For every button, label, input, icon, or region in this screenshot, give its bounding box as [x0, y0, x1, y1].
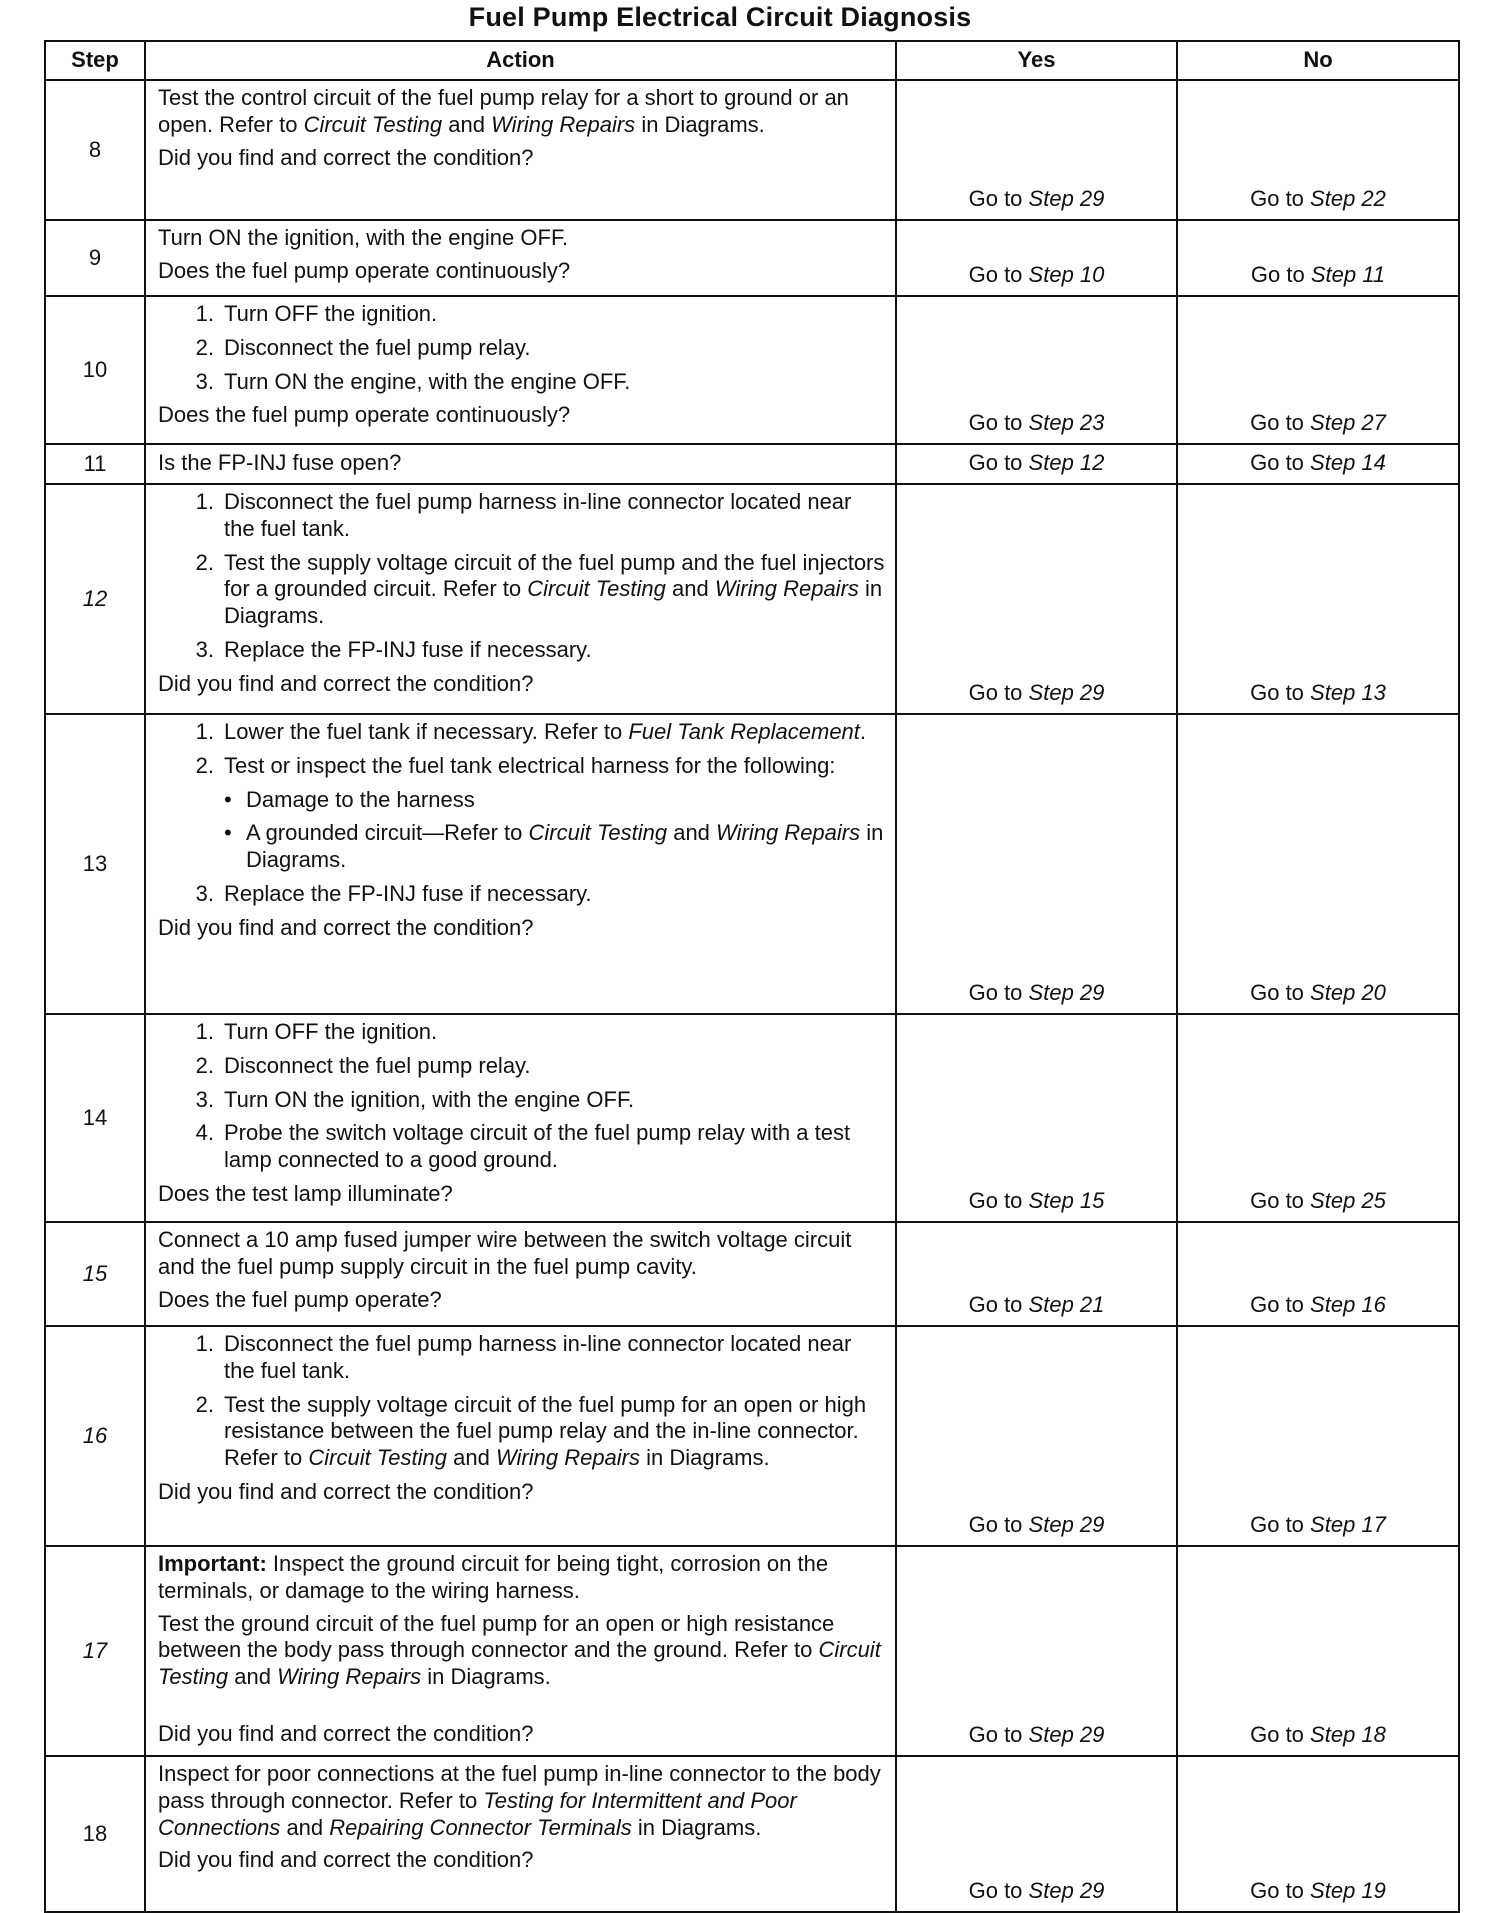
diagnosis-table [44, 40, 1460, 1913]
bullet-item: • A grounded circuit—Refer to Circuit Testing and Wiring Repairs in Diagrams. [224, 820, 884, 873]
action-cell [145, 1222, 896, 1326]
go-to-no[interactable]: Go to Step 16 [1250, 1292, 1386, 1318]
go-to-no[interactable]: Go to Step 22 [1250, 186, 1386, 212]
question-text: Does the test lamp illuminate? [158, 1181, 453, 1207]
list-item: 3. Turn ON the ignition, with the engine OFF. [195, 1086, 635, 1112]
question-text: Did you find and correct the condition? [158, 144, 534, 170]
list-item: 3. Turn ON the engine, with the engine OFF. [195, 368, 631, 394]
go-to-no[interactable]: Go to Step 27 [1250, 410, 1386, 436]
document-title: Fuel Pump Electrical Circuit Diagnosis [468, 2, 972, 32]
table-row [45, 484, 1459, 714]
action-cell [145, 80, 896, 220]
go-to-yes[interactable]: Go to Step 29 [968, 186, 1105, 212]
question-text: Did you find and correct the condition? [158, 670, 534, 696]
yes-cell [896, 296, 1177, 444]
header-yes: Yes [896, 41, 1177, 80]
yes-cell [896, 484, 1177, 714]
table-row [45, 714, 1459, 1014]
go-to-yes[interactable]: Go to Step 29 [968, 1512, 1105, 1538]
yes-cell [896, 714, 1177, 1014]
step-number: 8 [45, 80, 145, 220]
question-text: Is the FP-INJ fuse open? [158, 449, 402, 475]
question-text: Did you find and correct the condition? [158, 1847, 534, 1873]
no-cell [1177, 1014, 1459, 1222]
list-item: 4. Probe the switch voltage circuit of the fuel pump relay with a test lamp connected to a good ground. [195, 1120, 851, 1173]
list-item: 2. Test or inspect the fuel tank electrical harness for the following: [195, 752, 836, 778]
question-text: Does the fuel pump operate continuously? [158, 402, 571, 428]
bullet-item: • Damage to the harness [224, 786, 475, 812]
list-item: 1. Turn OFF the ignition. [195, 1019, 438, 1044]
go-to-no[interactable]: Go to Step 11 [1250, 262, 1386, 288]
table-row [45, 80, 1459, 220]
header-step: Step [45, 41, 145, 80]
go-to-yes[interactable]: Go to Step 29 [968, 680, 1105, 706]
header-no: No [1177, 41, 1459, 80]
step-number: 14 [45, 1014, 145, 1222]
action-cell [145, 714, 896, 1014]
go-to-no[interactable]: Go to Step 20 [1250, 980, 1386, 1006]
question-text: Did you find and correct the condition? [158, 1721, 534, 1747]
step-number: 15 [45, 1222, 145, 1326]
list-item: 1. Disconnect the fuel pump harness in-line connector located near the fuel tank. [195, 1331, 852, 1383]
go-to-no[interactable]: Go to Step 18 [1250, 1722, 1386, 1748]
list-item: 2. Test the supply voltage circuit of the fuel pump and the fuel injectors for a grounded circuit. Refer to Circuit Testing and Wiring Repairs in Diagrams. [195, 549, 885, 629]
action-cell [145, 1756, 896, 1912]
no-cell [1177, 484, 1459, 714]
go-to-no[interactable]: Go to Step 25 [1250, 1188, 1386, 1214]
yes-cell [896, 1222, 1177, 1326]
table-header-row [45, 41, 1459, 80]
go-to-yes[interactable]: Go to Step 12 [968, 449, 1105, 475]
go-to-yes[interactable]: Go to Step 23 [968, 410, 1105, 436]
go-to-yes[interactable]: Go to Step 15 [968, 1188, 1105, 1214]
table-row [45, 1546, 1459, 1756]
action-text: Inspect for poor connections at the fuel pump in-line connector to the body pass through connector. Refer to Testing for Intermittent and Poor Connections and Repairing Connector Terminals in Diagrams. [158, 1761, 881, 1840]
yes-cell [896, 1014, 1177, 1222]
important-note: Important: Inspect the ground circuit for being tight, corrosion on the terminals, or damage to the wiring harness. [158, 1551, 829, 1603]
list-item: 1. Lower the fuel tank if necessary. Refer to Fuel Tank Replacement. [195, 719, 867, 744]
header-action: Action [145, 41, 896, 80]
step-number: 12 [45, 484, 145, 714]
question-text: Did you find and correct the condition? [158, 914, 534, 940]
question-text: Does the fuel pump operate? [158, 1286, 442, 1312]
step-number: 11 [45, 444, 145, 484]
no-cell [1177, 1546, 1459, 1756]
step-number: 18 [45, 1756, 145, 1912]
step-number: 16 [45, 1326, 145, 1546]
go-to-yes[interactable]: Go to Step 29 [968, 1878, 1105, 1904]
action-text: Turn ON the ignition, with the engine OFF. [158, 225, 569, 250]
no-cell [1177, 220, 1459, 296]
table-row [45, 1014, 1459, 1222]
yes-cell [896, 1326, 1177, 1546]
action-cell [145, 296, 896, 444]
go-to-no[interactable]: Go to Step 13 [1250, 680, 1386, 706]
action-cell [145, 1326, 896, 1546]
go-to-yes[interactable]: Go to Step 10 [968, 262, 1105, 288]
step-number: 17 [45, 1546, 145, 1756]
action-cell [145, 1014, 896, 1222]
go-to-yes[interactable]: Go to Step 29 [968, 980, 1105, 1006]
list-item: 3. Replace the FP-INJ fuse if necessary. [195, 637, 592, 663]
no-cell [1177, 444, 1459, 484]
list-item: 1. Turn OFF the ignition. [195, 301, 438, 326]
table-row [45, 1756, 1459, 1912]
list-item: 1. Disconnect the fuel pump harness in-line connector located near the fuel tank. [195, 489, 852, 541]
action-cell [145, 444, 896, 484]
table-row [45, 444, 1459, 484]
question-text: Does the fuel pump operate continuously? [158, 257, 571, 283]
no-cell [1177, 1326, 1459, 1546]
action-text: Test the ground circuit of the fuel pump for an open or high resistance between the body pass through connector and the ground. Refer to Circuit Testing and Wiring Repairs in Diagrams. [158, 1610, 881, 1690]
yes-cell [896, 1756, 1177, 1912]
go-to-yes[interactable]: Go to Step 21 [968, 1292, 1105, 1318]
list-item: 2. Disconnect the fuel pump relay. [195, 334, 531, 360]
list-item: 3. Replace the FP-INJ fuse if necessary. [195, 881, 592, 907]
action-text: Test the control circuit of the fuel pump relay for a short to ground or an open. Refer to Circuit Testing and Wiring Repairs in Diagrams. [158, 85, 849, 137]
go-to-yes[interactable]: Go to Step 29 [968, 1722, 1105, 1748]
no-cell [1177, 714, 1459, 1014]
list-item: 2. Test the supply voltage circuit of the fuel pump for an open or high resistance between the fuel pump relay and the in-line connector. Refer to Circuit Testing and Wiring Repairs in Diagrams. [195, 1391, 867, 1471]
step-number: 10 [45, 296, 145, 444]
no-cell [1177, 80, 1459, 220]
go-to-no[interactable]: Go to Step 14 [1250, 449, 1386, 475]
step-number: 13 [45, 714, 145, 1014]
list-item: 2. Disconnect the fuel pump relay. [195, 1052, 531, 1078]
action-cell [145, 484, 896, 714]
go-to-no[interactable]: Go to Step 17 [1250, 1512, 1386, 1538]
yes-cell [896, 80, 1177, 220]
no-cell [1177, 296, 1459, 444]
table-row [45, 1326, 1459, 1546]
yes-cell [896, 444, 1177, 484]
table-row [45, 296, 1459, 444]
action-cell [145, 220, 896, 296]
table-row [45, 1222, 1459, 1326]
yes-cell [896, 220, 1177, 296]
step-number: 9 [45, 220, 145, 296]
action-text: Connect a 10 amp fused jumper wire between the switch voltage circuit and the fuel pump supply circuit in the fuel pump cavity. [158, 1227, 852, 1279]
question-text: Did you find and correct the condition? [158, 1479, 534, 1505]
action-cell [145, 1546, 896, 1756]
table-row [45, 220, 1459, 296]
no-cell [1177, 1222, 1459, 1326]
yes-cell [896, 1546, 1177, 1756]
no-cell [1177, 1756, 1459, 1912]
go-to-no[interactable]: Go to Step 19 [1250, 1878, 1386, 1904]
